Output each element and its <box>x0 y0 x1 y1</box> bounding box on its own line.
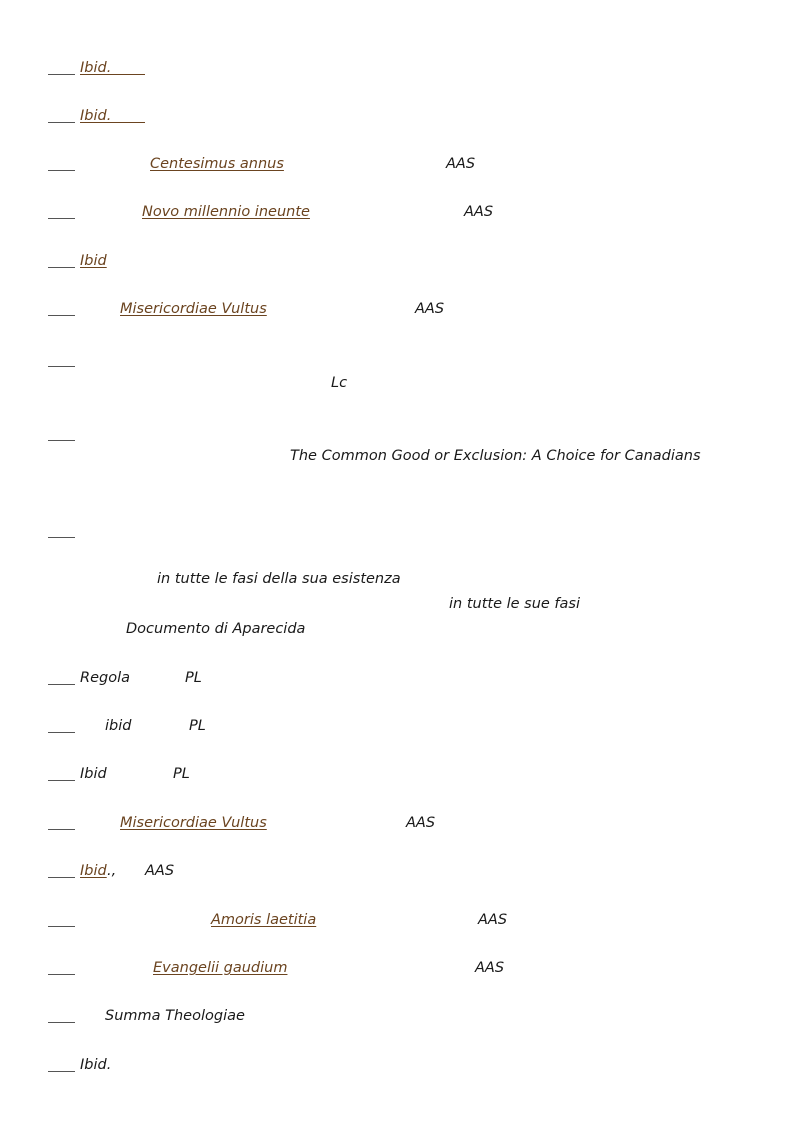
footnote-marker-rule <box>48 74 75 75</box>
footnote-ref-text: PL <box>173 766 190 782</box>
footnote-link[interactable]: Ibid <box>80 253 107 269</box>
footnote-title-text: Ibid <box>80 766 107 782</box>
footnote-ref-text: AAS <box>446 156 476 172</box>
footnote-title-text: Ibid. <box>80 1057 112 1073</box>
footnote-ref-text: AAS <box>478 912 508 928</box>
footnote-title-text: ibid <box>105 718 132 734</box>
link-underline <box>108 122 145 123</box>
footnote-punct: ., <box>107 863 117 879</box>
footnote-marker-rule <box>48 877 75 878</box>
footnote-marker-rule <box>48 440 75 441</box>
footnote-link[interactable]: Ibid. <box>80 60 112 76</box>
footnote-marker-rule <box>48 315 75 316</box>
footnote-ref-text: Lc <box>331 375 348 391</box>
footnote-marker-rule <box>48 218 75 219</box>
footnote-marker-rule <box>48 684 75 685</box>
footnote-quote-text: in tutte le sue fasi <box>449 596 581 612</box>
footnote-marker-rule <box>48 974 75 975</box>
footnote-marker-rule <box>48 1071 75 1072</box>
footnote-ref-text: PL <box>189 718 206 734</box>
footnote-marker-rule <box>48 170 75 171</box>
footnote-marker-rule <box>48 1022 75 1023</box>
footnote-title-text: Summa Theologiae <box>105 1008 245 1024</box>
footnote-ref-text: AAS <box>475 960 505 976</box>
footnote-link[interactable]: Misericordiae Vultus <box>120 815 267 831</box>
footnote-link[interactable]: Amoris laetitia <box>211 912 317 928</box>
footnote-marker-rule <box>48 780 75 781</box>
footnote-ref-text: AAS <box>415 301 445 317</box>
footnote-quote-text: in tutte le fasi della sua esistenza <box>157 571 401 587</box>
footnote-link[interactable]: Ibid <box>80 863 107 879</box>
footnote-ref-text: AAS <box>406 815 436 831</box>
link-underline <box>108 74 145 75</box>
footnote-marker-rule <box>48 537 75 538</box>
footnote-ref-text: AAS <box>464 204 494 220</box>
footnote-marker-rule <box>48 829 75 830</box>
footnote-title-text: Regola <box>80 670 130 686</box>
footnote-title-text: The Common Good or Exclusion: A Choice for Canadians <box>290 448 701 464</box>
footnote-link[interactable]: Novo millennio ineunte <box>142 204 310 220</box>
footnote-link[interactable]: Misericordiae Vultus <box>120 301 267 317</box>
footnote-link[interactable]: Centesimus annus <box>150 156 284 172</box>
footnote-ref-text: AAS <box>145 863 175 879</box>
footnote-link[interactable]: Evangelii gaudium <box>153 960 288 976</box>
footnote-ref-text: PL <box>185 670 202 686</box>
footnote-marker-rule <box>48 366 75 367</box>
footnote-marker-rule <box>48 926 75 927</box>
footnote-marker-rule <box>48 267 75 268</box>
footnote-title-text: Documento di Aparecida <box>126 621 306 637</box>
footnote-link[interactable]: Ibid. <box>80 108 112 124</box>
footnote-marker-rule <box>48 122 75 123</box>
footnote-marker-rule <box>48 732 75 733</box>
